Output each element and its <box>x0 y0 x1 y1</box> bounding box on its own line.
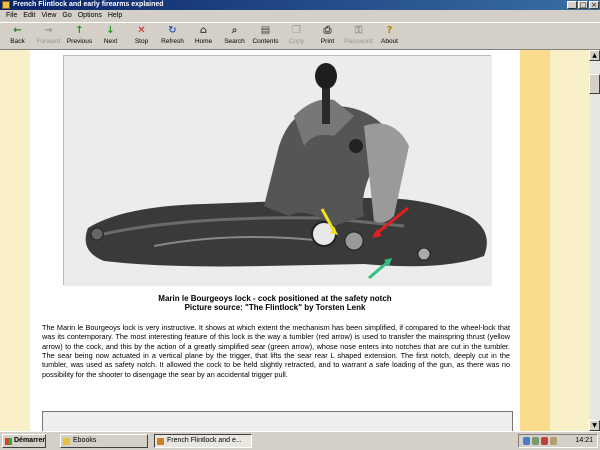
app-book-icon <box>2 1 10 9</box>
window-title: French Flintlock and early firearms explained <box>13 1 164 8</box>
toolbar-search-button[interactable] <box>219 23 250 49</box>
start-label: Démarrer <box>14 437 46 444</box>
taskbar <box>0 431 600 450</box>
previous-arrow-icon: ↑ <box>75 25 84 36</box>
toolbar-button-label: Home <box>194 38 213 45</box>
toolbar-previous-button[interactable] <box>64 23 95 49</box>
back-arrow-icon: ← <box>13 25 22 36</box>
task-flintlock-label: French Flintlock and e... <box>167 437 242 444</box>
article-page <box>30 50 520 431</box>
flintlock-illustration <box>64 56 492 286</box>
right-margin <box>550 50 589 431</box>
toolbar-contents-button[interactable] <box>250 23 281 49</box>
toolbar-button-label: Refresh <box>161 38 184 45</box>
task-ebooks-label: Ebooks <box>73 437 97 444</box>
book-icon <box>157 438 164 445</box>
volume-icon[interactable] <box>550 437 557 445</box>
network-icon[interactable] <box>532 437 539 445</box>
toolbar-password-button[interactable] <box>343 23 374 49</box>
toolbar-stop-button[interactable] <box>126 23 157 49</box>
home-icon: ⌂ <box>199 25 208 36</box>
next-photo <box>42 411 513 431</box>
toolbar-button-label: Previous <box>66 38 93 45</box>
arrows-icon[interactable] <box>523 437 530 445</box>
stop-icon: ✕ <box>137 25 146 36</box>
maximize-button[interactable]: □ <box>579 1 587 9</box>
lock-photo <box>63 55 491 285</box>
toolbar-about-button[interactable] <box>374 23 405 49</box>
menu-edit[interactable]: Edit <box>23 12 36 19</box>
photo-caption <box>30 294 520 312</box>
menu-help[interactable]: Help <box>107 12 123 19</box>
clock: 14:21 <box>575 437 593 444</box>
toolbar-button-label: Contents <box>252 38 279 45</box>
content-area <box>0 50 589 431</box>
scroll-thumb[interactable] <box>589 74 600 94</box>
security-icon[interactable] <box>541 437 548 445</box>
toolbar-button-label: Next <box>103 38 118 45</box>
print-icon: ⎙ <box>323 25 332 36</box>
contents-icon: ▤ <box>260 25 271 36</box>
left-margin <box>0 50 30 431</box>
system-tray <box>518 434 598 448</box>
copy-icon: ❐ <box>292 25 301 36</box>
caption-source: Picture source: "The Flintlock" by Torsten Lenk <box>184 303 366 312</box>
right-decor-band <box>520 50 550 431</box>
search-icon: ⌕ <box>231 25 238 36</box>
menu-options[interactable]: Options <box>77 12 102 19</box>
scroll-down-icon[interactable]: ▼ <box>589 420 600 431</box>
title-bar <box>0 0 600 10</box>
minimize-button[interactable]: _ <box>567 1 577 9</box>
toolbar-button-label: Stop <box>134 38 149 45</box>
windows-logo-icon <box>5 438 12 445</box>
close-button[interactable]: × <box>589 1 599 9</box>
vertical-scrollbar[interactable] <box>589 50 600 431</box>
toolbar-button-label: Forward <box>36 38 61 45</box>
menu-go[interactable]: Go <box>62 12 72 19</box>
tray-icons <box>523 437 557 445</box>
toolbar-back-button[interactable] <box>2 23 33 49</box>
toolbar-next-button[interactable] <box>95 23 126 49</box>
menu-bar <box>0 10 600 22</box>
folder-icon <box>63 438 70 445</box>
article-paragraph: The Marin le Bourgeoys lock is very instructive. It shows at which extent the mechanism has been simplified, if compared to the wheel-lock that was its contemporary. The most interesting feature of this lock is the way a tumbler (red arrow) is used to transfer the mainspring thrust (yellow arrow) to the cock, and this by the action of a greatly simplified sear (green arrow), whose nose enters into notches that are cut in the tumbler. The sear being now actuated in a vertical plane by the trigger, that lifts the sear rear L shaped extension. The first notch, deeply cut in the tumbler, was used as safety notch. It allowed the cock to be held slightly retracted, and to warrant a safe loading of the gun, as there was no possibility for the shooter to disengage the sear by an accidental trigger pull. <box>42 323 510 379</box>
task-ebooks[interactable] <box>60 434 148 448</box>
about-icon: ? <box>386 25 393 36</box>
toolbar-button-label: Back <box>10 38 25 45</box>
menu-view[interactable]: View <box>41 12 57 19</box>
next-arrow-icon: ↓ <box>106 25 115 36</box>
toolbar-button-label: Password <box>344 38 373 45</box>
window-controls <box>567 1 599 9</box>
toolbar-home-button[interactable] <box>188 23 219 49</box>
start-button[interactable] <box>2 434 46 448</box>
toolbar-button-label: About <box>381 38 398 45</box>
caption-title: Marin le Bourgeoys lock - cock positioned at the safety notch <box>158 294 392 303</box>
toolbar <box>0 22 600 50</box>
menu-file[interactable]: File <box>6 12 18 19</box>
password-icon: ⚿ <box>354 25 363 36</box>
toolbar-button-label: Copy <box>288 38 305 45</box>
refresh-icon: ↻ <box>168 25 177 36</box>
forward-arrow-icon: → <box>44 25 53 36</box>
toolbar-print-button[interactable] <box>312 23 343 49</box>
toolbar-forward-button[interactable] <box>33 23 64 49</box>
toolbar-copy-button[interactable] <box>281 23 312 49</box>
task-flintlock[interactable] <box>154 434 252 448</box>
toolbar-button-label: Print <box>320 38 335 45</box>
toolbar-refresh-button[interactable] <box>157 23 188 49</box>
toolbar-button-label: Search <box>224 38 245 45</box>
scroll-up-icon[interactable]: ▲ <box>589 50 600 61</box>
